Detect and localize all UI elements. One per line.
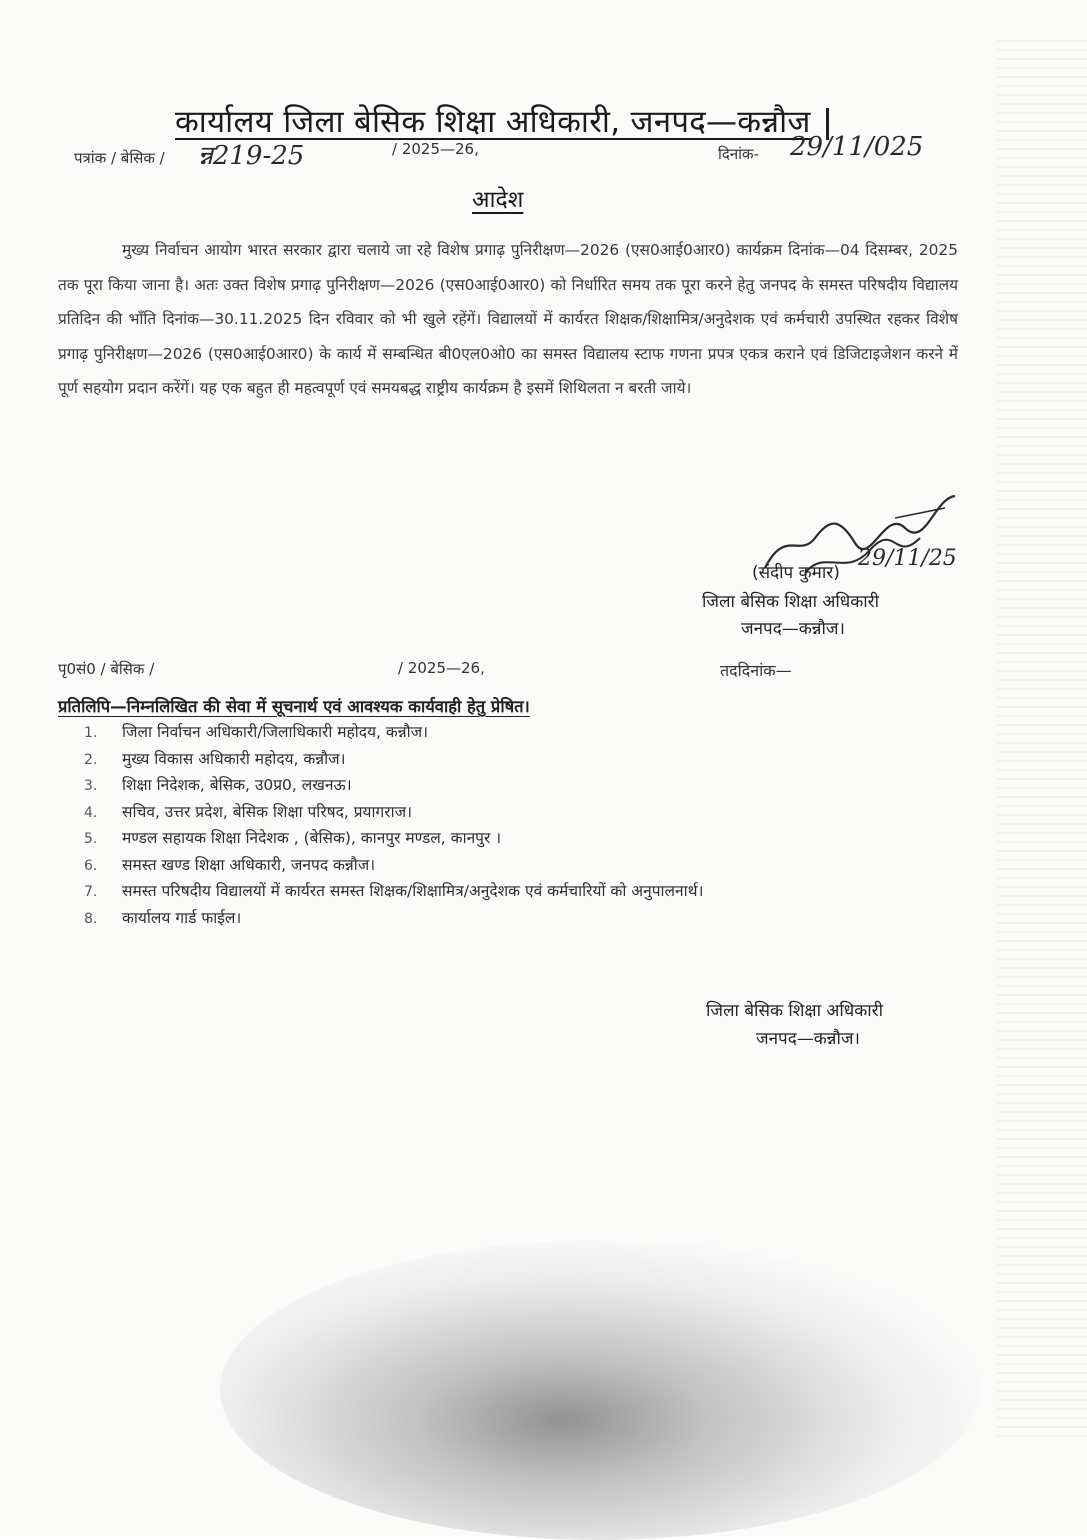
- list-text: कार्यालय गार्ड फाईल।: [122, 908, 242, 927]
- copy-date-label: तददिनांक—: [720, 661, 792, 680]
- date-label: दिनांक-: [718, 145, 759, 163]
- order-body: मुख्य निर्वाचन आयोग भारत सरकार द्वारा चलाये जा रहे विशेष प्रगाढ़ पुनिरीक्षण—2026 (एस0आई0आर0) कार्यक्रम दिनांक—04 दिसम्बर, 2025 तक पूरा किया जाना है। अतः उक्त विशेष प्रगाढ़ पुनिरीक्षण—2026 (एस0आई0आर0) को निर्धारित समय तक पूरा करने हेतु जनपद के समस्त परिषदीय विद्यालय प्रतिदिन की भाँति दिनांक—30.11.2025 दिन रविवार को भी खुले रहेंगें। विद्यालयों में कार्यरत शिक्षक/शिक्षामित्र/अनुदेशक एवं कर्मचारी उपस्थित रहकर विशेष प्रगाढ़ पुनिरीक्षण—2026 (एस0आई0आर0) के कार्य में सम्बन्धित बी0एल0ओ0 का समस्त विद्यालय स्टाफ गणना प्रपत्र एकत्र कराने एवं डिजिटाइजेशन करने में पूर्ण सहयोग प्रदान करेंगें। यह एक बहुत ही महत्वपूर्ण एवं समयबद्ध राष्ट्रीय कार्यक्रम है इसमें शिथिलता न बरती जाये।: [58, 241, 958, 397]
- list-number: 3.: [84, 778, 98, 794]
- copy-reference-label: पृ0सं0 / बेसिक /: [58, 660, 155, 678]
- scan-edge-noise: [997, 40, 1087, 1440]
- copy-reference-year: / 2025—26,: [398, 659, 485, 677]
- copy-heading: प्रतिलिपि—निम्नलिखित की सेवा में सूचनार्थ एवं आवश्यक कार्यवाही हेतु प्रेषित।: [58, 697, 530, 716]
- list-item: [84, 720, 703, 747]
- list-text: समस्त परिषदीय विद्यालयों में कार्यरत समस्त शिक्षक/शिक्षामित्र/अनुदेशक एवं कर्मचारियों को अनुपालनार्थ।: [122, 882, 704, 900]
- list-text: सचिव, उत्तर प्रदेश, बेसिक शिक्षा परिषद, प्रयागराज।: [122, 802, 412, 821]
- signatory-designation: जिला बेसिक शिक्षा अधिकारी: [702, 592, 880, 612]
- list-number: 5.: [84, 831, 98, 847]
- list-number: 6.: [84, 857, 98, 874]
- reference-number-handwritten: न्न219-25: [198, 141, 305, 171]
- list-item: [84, 773, 703, 800]
- list-item: [84, 906, 703, 933]
- list-number: 1.: [84, 725, 98, 741]
- list-item: [84, 879, 703, 906]
- copy-recipient-list: [84, 720, 703, 932]
- office-title: कार्यालय जिला बेसिक शिक्षा अधिकारी, जनपद—कन्नौज: [175, 104, 811, 140]
- date-handwritten: 29/11/025: [790, 132, 924, 162]
- signatory-name: (संदीप कुमार): [752, 563, 840, 583]
- list-item: [84, 826, 703, 853]
- list-text: मण्डल सहायक शिक्षा निदेशक , (बेसिक), कानपुर मण्डल, कानपुर ।: [122, 829, 502, 847]
- list-number: 7.: [84, 884, 98, 900]
- reference-label: पत्रांक / बेसिक /: [74, 149, 165, 167]
- list-item: [84, 800, 703, 827]
- reference-year: / 2025—26,: [392, 140, 479, 158]
- list-number: 2.: [84, 751, 98, 768]
- order-title: आदेश: [472, 187, 524, 213]
- list-text: समस्त खण्ड शिक्षा अधिकारी, जनपद कन्नौज।: [122, 855, 376, 874]
- list-text: शिक्षा निदेशक, बेसिक, उ0प्र0, लखनऊ।: [122, 776, 352, 794]
- footer-location: जनपद—कन्नौज।: [756, 1029, 860, 1049]
- scan-smudge: [220, 1240, 980, 1540]
- list-item: [84, 747, 703, 774]
- list-text: मुख्य विकास अधिकारी महोदय, कन्नौज।: [122, 749, 346, 768]
- list-number: 4.: [84, 804, 98, 821]
- list-number: 8.: [84, 910, 98, 927]
- footer-designation: जिला बेसिक शिक्षा अधिकारी: [706, 1001, 884, 1021]
- signature-date-handwritten: 29/11/25: [858, 546, 957, 571]
- list-item: [84, 853, 703, 880]
- signatory-location: जनपद—कन्नौज।: [741, 619, 845, 639]
- list-text: जिला निर्वाचन अधिकारी/जिलाधिकारी महोदय, कन्नौज।: [122, 723, 428, 741]
